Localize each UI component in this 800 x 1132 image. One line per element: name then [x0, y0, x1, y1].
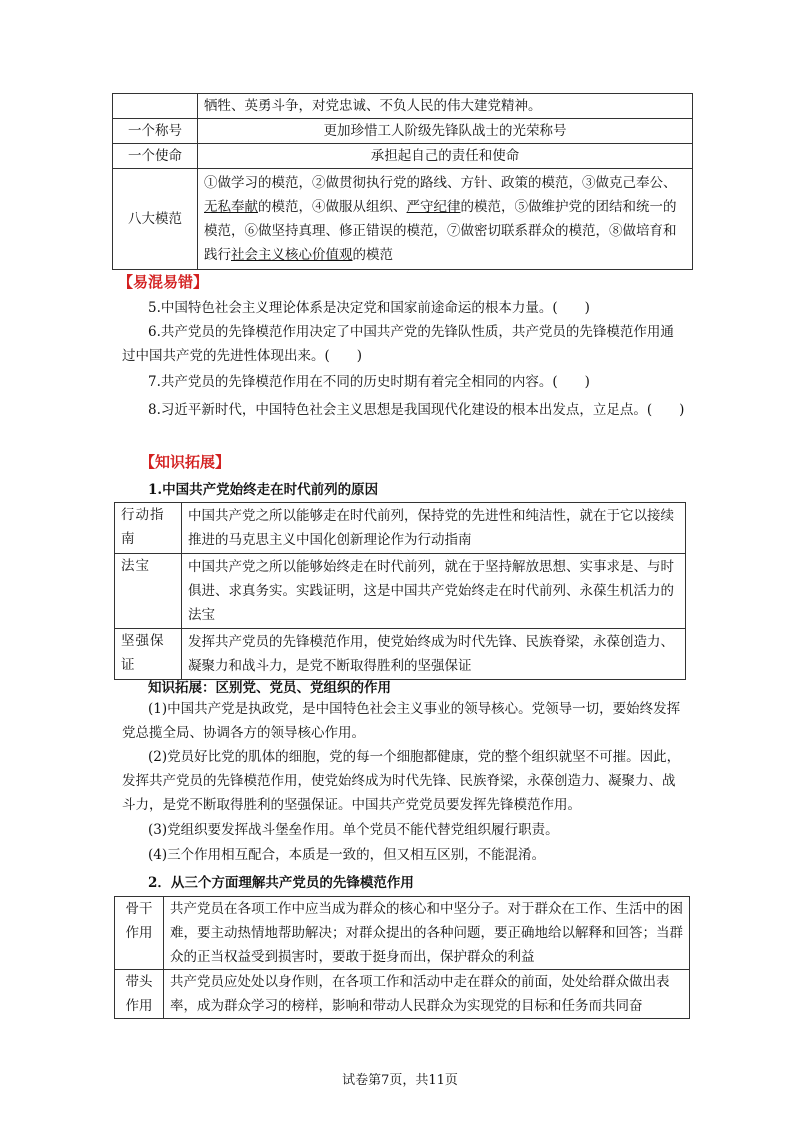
table-cell-eight-models: [198, 169, 693, 270]
table-cell-label: 法宝: [115, 554, 182, 629]
table-row: [113, 94, 693, 119]
text-span: 的模范: [352, 247, 393, 263]
table-cell-label: 一个称号: [113, 119, 198, 144]
table-cell: 共产党员应处处以身作则，在各项工作和活动中走在群众的前面，处处给群众做出表率，成为群众学习的榜样，影响和带动人民群众为实现党的目标和任务而共同奋: [164, 970, 690, 1019]
table-cell: 中国共产党之所以能够始终走在时代前列，就在于坚持解放思想、实事求是、与时俱进、求真务实。实践证明，这是中国共产党始终走在时代前列、永葆生机活力的法宝: [182, 554, 686, 629]
table-row: [113, 169, 693, 270]
table-cell: 承担起自己的责任和使命: [198, 144, 693, 169]
point-1: (1)中国共产党是执政党，是中国特色社会主义事业的领导核心。党领导一切，要始终发挥党总揽全局、协调各方的领导核心作用。: [122, 701, 681, 741]
table-cell: 共产党员在各项工作中应当成为群众的核心和中坚分子。对于群众在工作、生活中的困难，要主动热情地帮助解决；对群众提出的各种问题，要正确地给以解释和回答；当群众的正当权益受到损害时，要敢于挺身而出，保护群众的利益: [164, 897, 690, 970]
table-cell-label: 一个使命: [113, 144, 198, 169]
table-cell-label: 骨干作用: [115, 897, 164, 970]
table-cell-label: 带头作用: [115, 970, 164, 1019]
text-span: ①做学习的模范，②做贯彻执行党的路线、方针、政策的模范，③做克己奉公、: [204, 175, 677, 191]
table-cell: 发挥共产党员的先锋模范作用，使党始终成为时代先锋、民族脊梁，永葆创造力、凝聚力和战斗力，是党不断取得胜利的坚强保证: [182, 629, 686, 680]
heading-three-aspects: 2．从三个方面理解共产党员的先锋模范作用: [148, 875, 414, 891]
table-row: [115, 503, 686, 554]
table-cell-label: 行动指南: [115, 503, 182, 554]
table-row: [113, 119, 693, 144]
heading-reasons: 1.中国共产党始终走在时代前列的原因: [148, 482, 379, 498]
table-cell-label: 坚强保证: [115, 629, 182, 680]
table-three-aspects: [114, 896, 690, 1019]
table-reasons: [114, 502, 686, 680]
question-8: 8.习近平新时代，中国特色社会主义思想是我国现代化建设的根本出发点，立足点。( ): [148, 402, 685, 418]
point-4: (4)三个作用相互配合，本质是一致的，但又相互区别，不能混淆。: [148, 847, 546, 863]
point-2: (2)党员好比党的肌体的细胞，党的每一个细胞都健康，党的整个组织就坚不可摧。因此，发挥共产党员的先锋模范作用，使党始终成为时代先锋、民族脊梁，永葆创造力、凝聚力、战斗力，是党不断取得胜利的坚强保证。中国共产党党员要发挥先锋模范作用。: [122, 749, 681, 813]
subheading-roles: 知识拓展：区别党、党员、党组织的作用: [148, 680, 391, 696]
table-row: [115, 970, 690, 1019]
table-cell: 更加珍惜工人阶级先锋队战士的光荣称号: [198, 119, 693, 144]
underlined-text: 无私奉献: [204, 199, 258, 215]
table-row: [113, 144, 693, 169]
question-5: 5.中国特色社会主义理论体系是决定党和国家前途命运的根本力量。( ): [148, 300, 590, 316]
text-span: 的模范，④做服从组织、: [258, 199, 407, 215]
table-row: [115, 554, 686, 629]
table-row: [115, 629, 686, 680]
section-title-expand: 【知识拓展】: [140, 453, 231, 471]
table-cell: 牺牲、英勇斗争，对党忠诚、不负人民的伟大建党精神。: [198, 94, 693, 119]
table-cell-empty: [113, 94, 198, 119]
page-footer: 试卷第7页，共11页: [342, 1073, 458, 1088]
table-cell-label: 八大模范: [113, 169, 198, 270]
underlined-text: 社会主义核心价值观: [231, 247, 353, 263]
underlined-text: 严守纪律: [406, 199, 461, 215]
table-row: [115, 897, 690, 970]
table-model-summary: [112, 93, 693, 270]
question-6: 6.共产党员的先锋模范作用决定了中国共产党的先锋队性质，共产党员的先锋模范作用通过中国共产党的先进性体现出来。( ): [122, 324, 674, 364]
section-title-confuse: 【易混易错】: [118, 273, 209, 291]
point-3: (3)党组织要发挥战斗堡垒作用。单个党员不能代替党组织履行职责。: [148, 822, 559, 838]
question-7: 7.共产党员的先锋模范作用在不同的历史时期有着完全相同的内容。( ): [148, 374, 590, 390]
text-span: 的模范，⑤做维护党的团结和统一的模范，⑥做坚持真理、修正错误的模范，⑦做密切联系群众的模范，⑧做培育和践行: [204, 199, 677, 263]
table-cell: 中国共产党之所以能够走在时代前列，保持党的先进性和纯洁性，就在于它以接续推进的马克思主义中国化创新理论作为行动指南: [182, 503, 686, 554]
